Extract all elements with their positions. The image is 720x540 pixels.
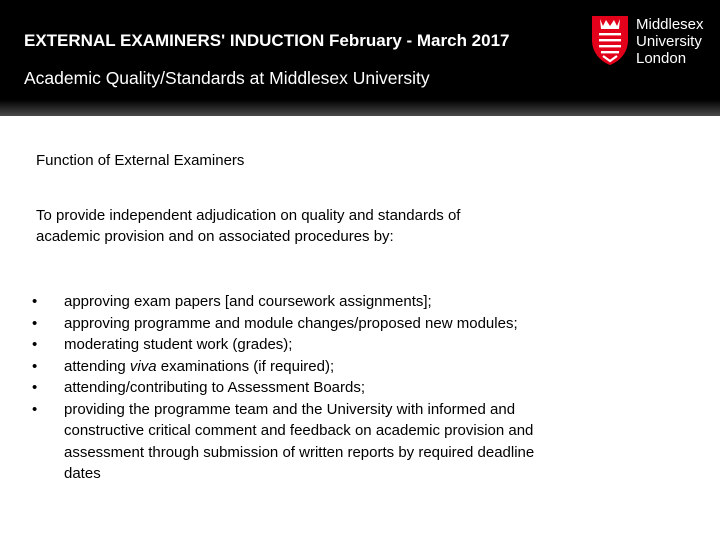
list-item-text: providing the programme team and the University with informed and constructive critical comment and feedback on academic provision and assessment through submission of written reports by required deadline dates bbox=[64, 400, 535, 482]
slide-subtitle: Academic Quality/Standards at Middlesex University bbox=[24, 68, 430, 88]
list-item-text-pre: attending bbox=[64, 357, 130, 375]
bullet-icon: • bbox=[32, 336, 38, 353]
list-item-text: approving programme and module changes/proposed new modules; bbox=[64, 314, 518, 332]
list-item-text-post: examinations (if required); bbox=[156, 357, 335, 375]
list-item bbox=[32, 399, 536, 485]
bullet-icon: • bbox=[32, 379, 38, 396]
logo-line-1: Middlesex bbox=[636, 16, 704, 33]
slide-title: EXTERNAL EXAMINERS' INDUCTION February - March 2017 bbox=[24, 31, 510, 50]
list-item bbox=[32, 334, 536, 356]
bullet-icon: • bbox=[32, 357, 38, 375]
bullet-icon: • bbox=[32, 293, 38, 310]
logo-line-3: London bbox=[636, 50, 687, 67]
list-item-text: attending/contributing to Assessment Boards; bbox=[64, 379, 366, 396]
bullet-list bbox=[32, 291, 536, 485]
logo-line-2: University bbox=[636, 33, 702, 50]
list-item-emphasis: viva bbox=[129, 357, 157, 375]
list-item bbox=[32, 377, 536, 399]
slide-header bbox=[0, 0, 720, 116]
intro-paragraph: To provide independent adjudication on quality and standards of academic provision and on associated procedures by: bbox=[36, 207, 461, 245]
list-item bbox=[32, 356, 536, 378]
bullet-icon: • bbox=[32, 314, 38, 332]
section-heading: Function of External Examiners bbox=[36, 152, 245, 169]
logo-wordmark bbox=[636, 16, 704, 67]
list-item-text: approving exam papers [and coursework assignments]; bbox=[64, 293, 432, 310]
bullet-icon: • bbox=[32, 400, 38, 418]
list-item-text: moderating student work (grades); bbox=[64, 336, 293, 353]
shield-logo-icon bbox=[590, 14, 630, 66]
list-item bbox=[32, 291, 536, 313]
university-logo bbox=[590, 14, 710, 70]
list-item bbox=[32, 313, 536, 335]
